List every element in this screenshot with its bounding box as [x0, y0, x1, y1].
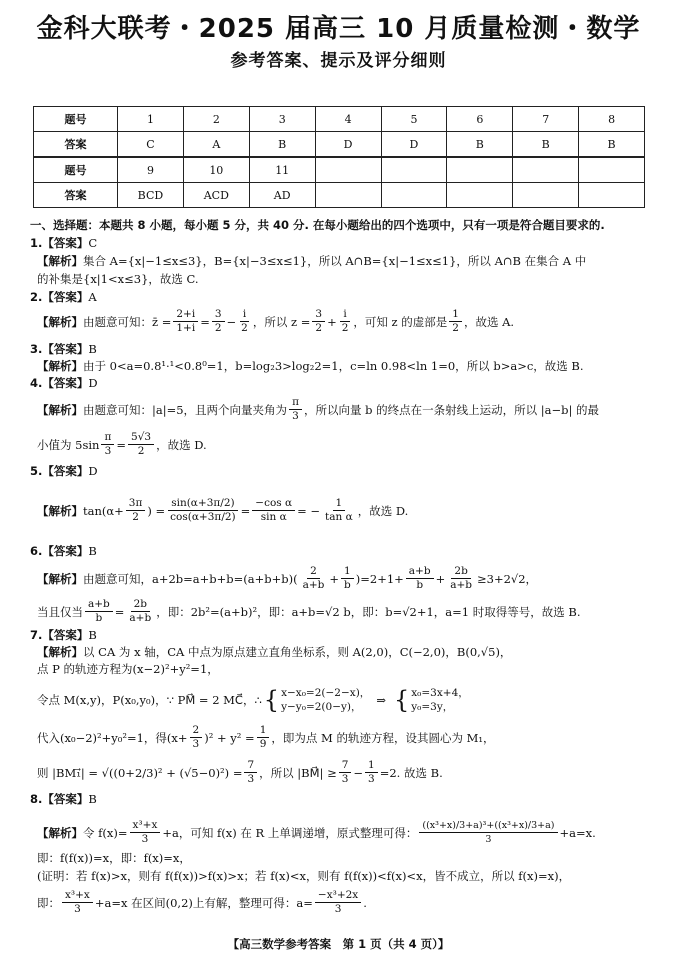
denominator: b — [344, 579, 351, 591]
fraction — [238, 308, 251, 335]
denominator: b — [95, 612, 103, 624]
formula-text: =2. 故选 B. — [379, 765, 443, 780]
formula-text: = − — [297, 503, 321, 518]
answer-line — [30, 791, 97, 807]
page-title: 金科大联考・2025 届高三 10 月质量检测・数学 — [36, 14, 641, 44]
numerator: 1 — [341, 565, 354, 579]
numerator: π — [289, 396, 302, 410]
formula-text: ，可知 z 的虚部是 — [353, 314, 448, 329]
question-number: 7. — [30, 628, 43, 642]
denominator: 3 — [192, 738, 200, 750]
fraction — [406, 565, 434, 592]
numerator: 5√3 — [128, 431, 154, 445]
formula-text: = — [200, 314, 210, 329]
denominator: tan α — [325, 511, 353, 523]
numerator: a+b — [406, 565, 434, 579]
denominator: 2 — [241, 322, 248, 334]
section-heading: 一、选择题：本题共 8 小题，每小题 5 分，共 40 分. 在每小题给出的四个选项中，只有一项是符合题目要求的. — [30, 218, 605, 232]
analysis-formula — [37, 396, 599, 423]
formula-text: = — [240, 503, 251, 518]
numerator: 3 — [312, 308, 325, 322]
answer-line — [30, 341, 97, 357]
numerator: i — [340, 308, 349, 322]
equation: y−y₀=2(0−y)， — [281, 701, 362, 713]
table-cell: B — [579, 132, 645, 158]
formula-text: ，故选 D. — [357, 503, 409, 518]
table-cell — [513, 157, 579, 183]
numerator: −x³+2x — [315, 889, 361, 903]
implies-icon: ⇒ — [376, 693, 386, 707]
fraction — [300, 565, 328, 592]
denominator: 2 — [132, 511, 139, 523]
page-footer: 【高三数学参考答案 第 1 页（共 4 页）】 — [227, 937, 450, 951]
denominator: 3 — [368, 773, 375, 785]
numerator: 2 — [307, 565, 320, 579]
table-cell: B — [249, 132, 315, 158]
formula-text: = — [114, 604, 125, 619]
denominator: 2 — [214, 322, 222, 334]
fraction — [419, 819, 557, 846]
formula-text: + — [329, 571, 340, 586]
fraction — [447, 565, 475, 592]
numerator: 2b — [451, 565, 470, 579]
denominator: 3 — [74, 903, 81, 915]
table-cell: 5 — [381, 107, 447, 132]
table-cell: 11 — [249, 157, 315, 183]
table-cell — [513, 183, 579, 208]
table-cell — [315, 157, 381, 183]
numerator: x³+x — [130, 819, 161, 833]
analysis-tag: 【解析】 — [37, 503, 83, 518]
equation: x₀=3x+4， — [411, 687, 469, 699]
analysis-line — [37, 358, 584, 374]
analysis-line: 点 P 的轨迹方程为(x−2)²+y²=1， — [37, 662, 219, 676]
analysis-text: 集合 A={x|−1≤x≤3}，B={x|−3≤x≤1}，所以 A∩B={x|−1≤x≤1}，所以 A∩B 在集合 A 中 — [83, 254, 587, 268]
answer-value: B — [88, 792, 97, 806]
fraction — [339, 759, 352, 786]
numerator: 2 — [190, 724, 203, 738]
fraction — [339, 308, 352, 335]
table-cell: 2 — [183, 107, 249, 132]
fraction — [128, 431, 154, 458]
analysis-formula — [37, 565, 537, 592]
answer-tag: 【答案】 — [42, 342, 89, 356]
fraction — [341, 565, 354, 592]
row-label-question: 题号 — [34, 157, 118, 183]
analysis-tag: 【解析】 — [37, 825, 83, 840]
answer-tag: 【答案】 — [42, 628, 89, 642]
formula-text: 小值为 5sin — [37, 437, 100, 452]
equation-system — [281, 686, 370, 714]
formula-text: 当且仅当 — [37, 604, 83, 619]
answer-tag: 【答案】 — [42, 464, 89, 478]
answer-tag: 【答案】 — [42, 544, 89, 558]
analysis-formula — [37, 686, 469, 714]
table-cell: 7 — [513, 107, 579, 132]
fraction — [212, 308, 225, 335]
table-cell: ACD — [183, 183, 249, 208]
denominator: 3 — [141, 833, 149, 845]
answer-table — [33, 106, 645, 208]
answer-line — [30, 375, 98, 391]
answer-value: C — [88, 236, 98, 250]
row-label-question: 题号 — [34, 107, 118, 132]
table-cell: 4 — [315, 107, 381, 132]
question-number: 1. — [30, 236, 43, 250]
analysis-tag: 【解析】 — [37, 254, 83, 268]
denominator: 3 — [292, 410, 299, 422]
analysis-formula — [37, 889, 367, 916]
formula-text: 令 f(x)= — [83, 825, 128, 840]
answer-value: D — [88, 464, 98, 478]
analysis-tag: 【解析】 — [37, 645, 83, 659]
table-cell: 9 — [118, 157, 184, 183]
question-number: 3. — [30, 342, 43, 356]
numerator: 7 — [339, 759, 352, 773]
denominator: 2 — [341, 322, 349, 334]
left-brace-icon: { — [263, 686, 280, 714]
question-number: 6. — [30, 544, 43, 558]
formula-text: ) = — [147, 503, 166, 518]
row-label-answer: 答案 — [34, 183, 118, 208]
formula-text: )=2+1+ — [355, 571, 404, 586]
table-cell — [315, 183, 381, 208]
fraction — [289, 396, 302, 423]
answer-value: B — [88, 628, 97, 642]
question-number: 8. — [30, 792, 43, 806]
table-cell — [381, 183, 447, 208]
answer-tag: 【答案】 — [42, 792, 89, 806]
numerator: 1 — [257, 724, 270, 738]
formula-text: = — [116, 437, 127, 452]
formula-text: ，所以 |BM⃗| ≥ — [259, 765, 337, 780]
analysis-tag: 【解析】 — [37, 314, 83, 329]
denominator: a+b — [302, 579, 325, 591]
table-cell: BCD — [118, 183, 184, 208]
table-cell: 8 — [579, 107, 645, 132]
denominator: cos(α+3π/2) — [170, 511, 236, 523]
numerator: 2b — [131, 598, 150, 612]
table-row — [34, 183, 645, 208]
denominator: 2 — [315, 322, 323, 334]
denominator: b — [416, 579, 424, 591]
table-cell: AD — [249, 183, 315, 208]
answer-value: A — [88, 290, 97, 304]
fraction — [101, 431, 114, 458]
question-number: 5. — [30, 464, 43, 478]
table-cell — [447, 183, 513, 208]
formula-text: +a=x 在区间(0,2)上有解，整理可得：a= — [94, 895, 313, 910]
denominator: 9 — [259, 738, 267, 750]
numerator: i — [240, 308, 249, 322]
table-cell: 3 — [249, 107, 315, 132]
table-cell: 6 — [447, 107, 513, 132]
table-cell — [579, 157, 645, 183]
fraction — [62, 889, 93, 916]
answer-value: B — [88, 342, 97, 356]
numerator: 2+i — [173, 308, 198, 322]
formula-text: + — [327, 314, 337, 329]
table-cell: C — [118, 132, 184, 158]
table-row — [34, 107, 645, 132]
row-label-answer: 答案 — [34, 132, 118, 158]
analysis-tag: 【解析】 — [37, 402, 83, 417]
formula-text: ，即：2b²=(a+b)²，即：a+b=√2 b，即：b=√2+1，a=1 时取得等号，故选 B. — [156, 604, 581, 619]
answer-line — [30, 543, 97, 559]
formula-text: +a=x. — [559, 825, 596, 840]
formula-text: ，所以向量 b 的终点在一条射线上运动，所以 |a−b| 的最 — [303, 402, 600, 417]
table-cell: D — [381, 132, 447, 158]
denominator: 3 — [104, 445, 112, 457]
table-row — [34, 157, 645, 183]
fraction — [190, 724, 203, 751]
analysis-formula — [37, 497, 408, 524]
answer-line — [30, 627, 97, 643]
numerator: 1 — [333, 497, 346, 511]
analysis-tag: 【解析】 — [37, 359, 83, 373]
analysis-formula — [37, 431, 207, 458]
fraction — [312, 308, 325, 335]
formula-text: + — [435, 571, 446, 586]
formula-text: ，故选 D. — [156, 437, 207, 452]
analysis-formula — [37, 598, 581, 625]
formula-text: 由题意可知：|a|=5，且两个向量夹角为 — [83, 402, 288, 417]
table-cell: A — [183, 132, 249, 158]
equation: y₀=3y， — [411, 701, 454, 713]
answer-line — [30, 463, 98, 479]
formula-text: ，所以 z = — [252, 314, 311, 329]
equation-system — [411, 686, 469, 714]
numerator: 3 — [212, 308, 225, 322]
left-brace-icon: { — [393, 686, 410, 714]
formula-text: 由题意可知：z̄ = — [83, 314, 172, 329]
answer-tag: 【答案】 — [42, 376, 89, 390]
formula-text: ≥3+2√2， — [477, 571, 538, 586]
table-cell: B — [447, 132, 513, 158]
analysis-tag: 【解析】 — [37, 571, 83, 586]
question-number: 4. — [30, 376, 43, 390]
numerator: 1 — [449, 308, 462, 322]
fraction — [365, 759, 378, 786]
formula-text: − — [353, 765, 364, 780]
numerator: x³+x — [62, 889, 93, 903]
formula-text: ，即为点 M 的轨迹方程，设其圆心为 M₁， — [271, 730, 495, 745]
fraction — [449, 308, 462, 335]
formula-text: )² + y² = — [204, 730, 255, 745]
formula-text: 令点 M(x,y)，P(x₀,y₀)，∵ PM⃗ = 2 MC⃗，∴ — [37, 693, 262, 707]
denominator: 3 — [247, 773, 255, 785]
formula-text: ，故选 A. — [463, 314, 515, 329]
denominator: a+b — [129, 612, 152, 624]
analysis-formula — [37, 819, 596, 846]
equation: x−x₀=2(−2−x)， — [281, 687, 371, 699]
fraction — [244, 759, 257, 786]
formula-text: 由题意可知，a+2b=a+b+b=(a+b+b)( — [83, 571, 298, 586]
fraction — [126, 598, 154, 625]
analysis-text: 由于 0<a=0.8¹·¹<0.8⁰=1，b=log₂3>log₂2=1，c=ln 0.98<ln 1=0，所以 b>a>c，故选 B. — [83, 359, 584, 373]
numerator: 3π — [126, 497, 146, 511]
denominator: sin α — [260, 511, 287, 523]
denominator: 2 — [137, 445, 145, 457]
analysis-line: 即：f(f(x))=x，即：f(x)=x， — [37, 851, 191, 865]
table-cell: 1 — [118, 107, 184, 132]
formula-text: 即： — [37, 895, 60, 910]
denominator: 3 — [485, 834, 492, 845]
formula-text: tan(α+ — [83, 503, 124, 518]
analysis-formula — [37, 308, 514, 335]
analysis-text: 以 CA 为 x 轴，CA 中点为原点建立直角坐标系，则 A(2,0)，C(−2,0)，B(0,√5)， — [83, 645, 512, 659]
numerator: π — [101, 431, 114, 445]
answer-tag: 【答案】 — [42, 236, 89, 250]
table-row — [34, 132, 645, 158]
fraction — [126, 497, 146, 524]
fraction — [257, 724, 270, 751]
formula-text: +a，可知 f(x) 在 R 上单调递增，原式整理可得： — [162, 825, 418, 840]
table-cell: D — [315, 132, 381, 158]
formula-text: 则 |BM₁⃗| = √((0+2/3)² + (√5−0)²) = — [37, 765, 243, 780]
question-number: 2. — [30, 290, 43, 304]
table-cell — [579, 183, 645, 208]
numerator: 1 — [365, 759, 378, 773]
answer-tag: 【答案】 — [42, 290, 89, 304]
denominator: a+b — [450, 579, 472, 591]
fraction — [315, 889, 361, 916]
analysis-line — [37, 253, 586, 269]
analysis-formula — [37, 759, 443, 786]
table-cell — [381, 157, 447, 183]
numerator: sin(α+3π/2) — [168, 497, 237, 511]
fraction — [252, 497, 295, 524]
numerator: a+b — [85, 598, 113, 612]
table-cell: B — [513, 132, 579, 158]
table-cell: 10 — [183, 157, 249, 183]
answer-line — [30, 289, 97, 305]
fraction — [173, 308, 198, 335]
analysis-line: (证明：若 f(x)>x，则有 f(f(x))>f(x)>x；若 f(x)<x，则有 f(f(x))<f(x)<x，皆不成立，所以 f(x)=x)， — [37, 869, 571, 883]
numerator: −cos α — [252, 497, 295, 511]
analysis-line — [37, 644, 511, 660]
table-cell — [447, 157, 513, 183]
page-subtitle: 参考答案、提示及评分细则 — [230, 51, 447, 71]
denominator: 1+i — [176, 322, 196, 334]
answer-value: B — [88, 544, 97, 558]
analysis-line: 的补集是{x|1<x≤3}，故选 C. — [37, 272, 199, 286]
formula-text: − — [226, 314, 237, 329]
denominator: 2 — [452, 322, 459, 334]
formula-text: . — [363, 895, 367, 910]
denominator: 3 — [341, 773, 349, 785]
analysis-formula — [37, 724, 495, 751]
fraction — [130, 819, 161, 846]
numerator: 7 — [244, 759, 257, 773]
formula-text: 代入(x₀−2)²+y₀²=1，得(x+ — [37, 730, 188, 745]
answer-line — [30, 235, 97, 251]
fraction — [85, 598, 113, 625]
denominator: 3 — [334, 903, 342, 915]
fraction — [167, 497, 238, 524]
fraction — [322, 497, 356, 524]
numerator: ((x³+x)/3+a)³+((x³+x)/3+a) — [419, 819, 557, 833]
answer-value: D — [88, 376, 98, 390]
